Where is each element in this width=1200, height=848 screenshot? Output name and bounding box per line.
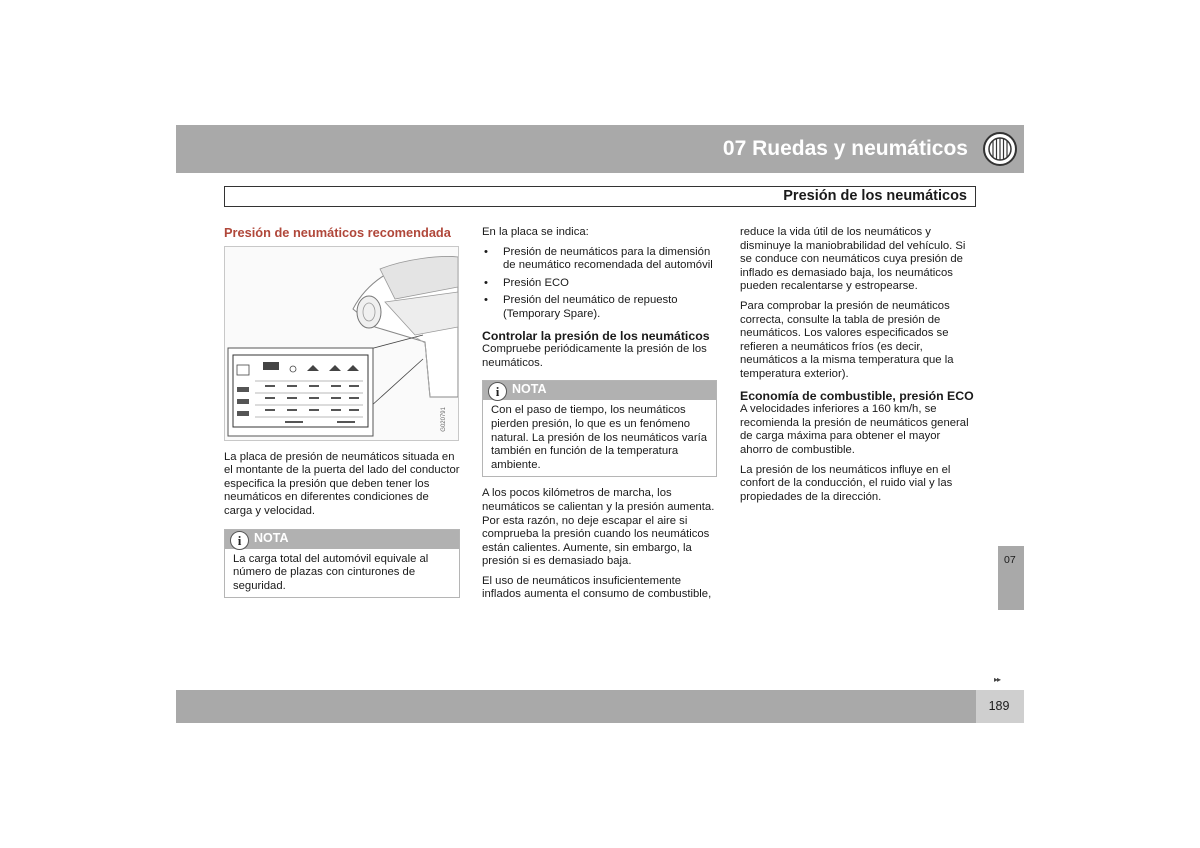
continue-arrow-icon: ▸▸ [994,675,1001,684]
info-icon: i [488,382,507,401]
recommended-pressure-heading: Presión de neumáticos recomendada [224,225,451,240]
note-label: NOTA [512,382,547,397]
column-2 [482,226,717,608]
section-title: Presión de los neumáticos [783,188,967,204]
note-box [224,529,460,599]
tire-icon [980,129,1020,169]
paragraph: El uso de neumáticos insuficientemente inflados aumenta el consumo de combustible, [482,574,712,601]
check-pressure-heading: Controlar la presión de los neumáticos [482,328,710,343]
list-item: • Presión ECO [482,277,717,291]
info-icon: i [230,531,249,550]
list-item: • Presión de neumáticos para la dimensión de neumático recomendada del automóvil [482,246,717,273]
paragraph: Para comprobar la presión de neumáticos correcta, consulte la tabla de presión de neumáticos. Los valores especificados se refieren a neumáticos fríos (es decir, neumáticos a la misma temperatura que la temperatura exterior). [740,299,954,380]
paragraph: A los pocos kilómetros de marcha, los neumáticos se calientan y la presión aumenta. Por esta razón, no deje escapar el aire si comprueba la presión cuando los neumáticos están calientes. Aumente, sin embargo, la presión si es demasiado baja. [482,487,715,568]
tire-placard-figure [224,246,459,441]
footer-bar [176,690,1024,723]
paragraph: reduce la vida útil de los neumáticos y disminuye la maniobrabilidad del vehículo. Si se conduce con neumáticos cuya presión de inflado es demasiado baja, los neumáticos pueden recalentarse y estropearse. [740,226,966,293]
check-pressure-text: Compruebe periódicamente la presión de los neumáticos. [482,343,707,369]
note-text: Con el paso de tiempo, los neumáticos pierden presión, lo que es un fenómeno natural. La presión de los neumáticos varía también en función de la temperatura ambiente. [491,404,708,471]
chapter-title: 07 Ruedas y neumáticos [722,137,968,160]
column-1 [224,226,460,608]
note-label: NOTA [254,530,289,545]
note-box [482,380,717,477]
car-door-illustration [225,247,458,440]
eco-pressure-heading: Economía de combustible, presión ECO [740,388,974,403]
column-3 [740,226,976,510]
page-number: 189 [988,699,1010,713]
placard-paragraph: La placa de presión de neumáticos situada en el montante de la puerta del lado del conductor especifica la presión que deben tener los neumáticos en diferentes condiciones de carga y velocidad. [224,450,460,517]
placard-intro: En la placa se indica: [482,226,589,238]
chapter-side-tab [998,546,1024,610]
chapter-tab-label: 07 [1004,554,1016,566]
note-header [225,530,459,549]
paragraph: La presión de los neumáticos influye en el confort de la conducción, el ruido vial y las propiedades de la dirección. [740,463,953,503]
note-header [483,381,716,400]
section-title-box [224,186,976,207]
page-number-box [976,690,1024,723]
note-text: La carga total del automóvil equivale al número de plazas con cinturones de seguridad. [233,552,429,592]
paragraph: A velocidades inferiores a 160 km/h, se recomienda la presión de neumáticos general de carga máxima para obtener el mayor ahorro de combustible. [740,403,969,456]
figure-code: G020791 [441,406,448,432]
chapter-header-bar [176,125,1024,173]
placard-list [482,246,717,322]
list-item: • Presión del neumático de repuesto (Temporary Spare). [482,294,717,321]
